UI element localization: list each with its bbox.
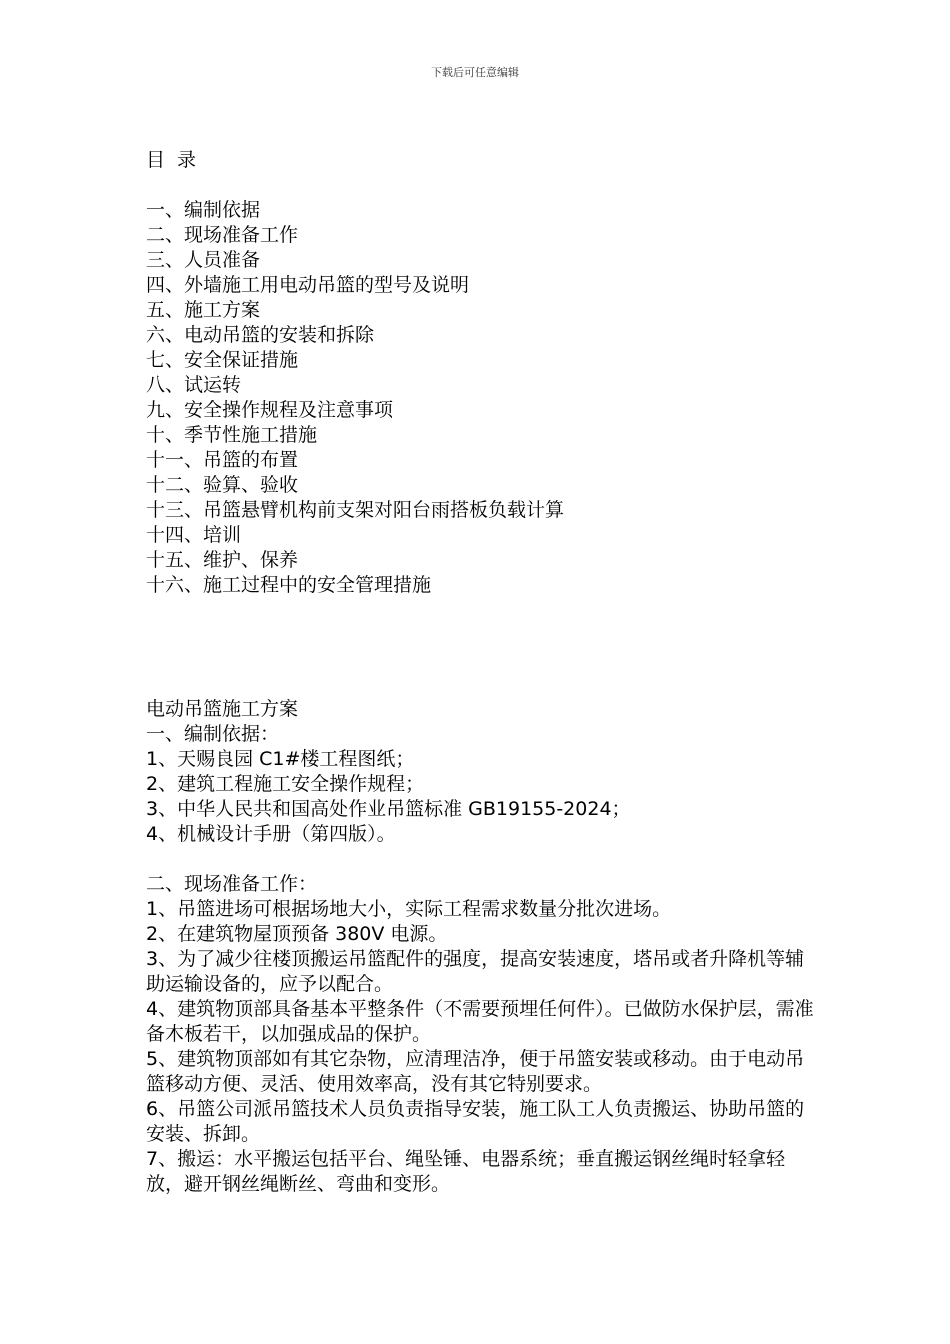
toc-item: 三、人员准备 — [146, 249, 261, 271]
list-item: 2、在建筑物屋顶预备 380V 电源。 — [146, 923, 448, 945]
list-item: 1、天赐良园 C1#楼工程图纸； — [146, 748, 415, 770]
list-item: 2、建筑工程施工安全操作规程； — [146, 773, 425, 795]
basis-list — [146, 747, 816, 847]
toc-item: 十四、培训 — [146, 524, 242, 546]
document-title: 电动吊篮施工方案 — [146, 698, 299, 720]
toc-item: 十、季节性施工措施 — [146, 424, 318, 446]
list-item: 5、建筑物顶部如有其它杂物，应清理洁净，便于吊篮安装或移动。由于电动吊篮移动方便、灵活、使用效率高，没有其它特别要求。 — [146, 1048, 805, 1095]
toc-item: 七、安全保证措施 — [146, 349, 299, 371]
site-preparation-list — [146, 897, 816, 1197]
toc-item: 六、电动吊篮的安装和拆除 — [146, 324, 375, 346]
document-body — [146, 148, 816, 1197]
list-item: 1、吊篮进场可根据场地大小，实际工程需求数量分批次进场。 — [146, 898, 672, 920]
toc-item: 十六、施工过程中的安全管理措施 — [146, 574, 432, 596]
toc-item: 五、施工方案 — [146, 299, 261, 321]
toc-item: 四、外墙施工用电动吊篮的型号及说明 — [146, 274, 470, 296]
toc-item: 十五、维护、保养 — [146, 549, 299, 571]
toc-title: 目 录 — [146, 149, 200, 171]
section-heading-basis: 一、编制依据： — [146, 723, 280, 745]
list-item: 6、吊篮公司派吊篮技术人员负责指导安装，施工队工人负责搬运、协助吊篮的安装、拆卸。 — [146, 1098, 805, 1145]
page-header: 下载后可任意编辑 — [431, 66, 519, 79]
table-of-contents — [146, 198, 816, 598]
toc-item: 十三、吊篮悬臂机构前支架对阳台雨搭板负载计算 — [146, 499, 565, 521]
list-item: 4、建筑物顶部具备基本平整条件（不需要预埋任何件）。已做防水保护层，需准备木板若干，以加强成品的保护。 — [146, 998, 814, 1045]
section-heading-site-preparation: 二、现场准备工作： — [146, 873, 318, 895]
list-item: 3、中华人民共和国高处作业吊篮标准 GB19155-2024； — [146, 798, 631, 820]
list-item: 7、搬运：水平搬运包括平台、绳坠锤、电器系统；垂直搬运钢丝绳时轻拿轻放，避开钢丝绳断丝、弯曲和变形。 — [146, 1148, 786, 1195]
toc-item: 十一、吊篮的布置 — [146, 449, 299, 471]
toc-item: 十二、验算、验收 — [146, 474, 299, 496]
toc-item: 九、安全操作规程及注意事项 — [146, 399, 394, 421]
toc-item: 二、现场准备工作 — [146, 224, 299, 246]
toc-item: 一、编制依据 — [146, 199, 261, 221]
list-item: 3、为了减少往楼顶搬运吊篮配件的强度，提高安装速度，塔吊或者升降机等辅助运输设备的，应予以配合。 — [146, 948, 805, 995]
list-item: 4、机械设计手册（第四版）。 — [146, 823, 396, 845]
toc-item: 八、试运转 — [146, 374, 242, 396]
